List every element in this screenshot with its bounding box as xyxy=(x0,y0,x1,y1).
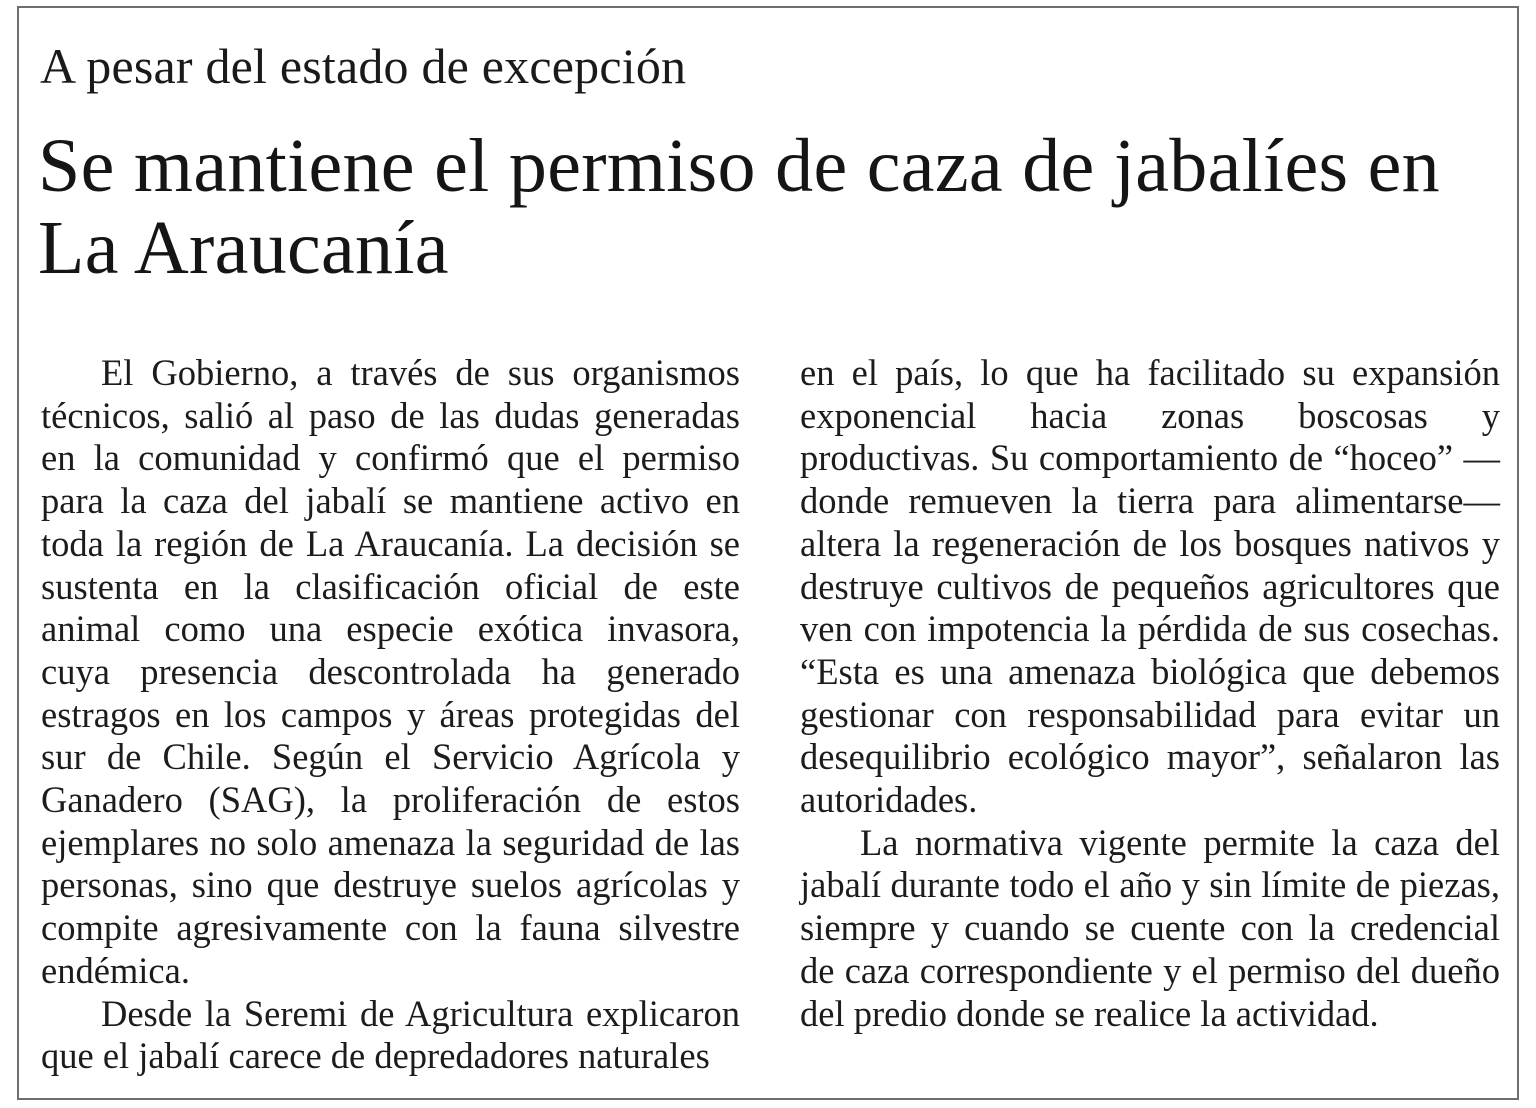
article-paragraph-continued: en el país, lo que ha facilitado su expansión exponencial hacia zonas boscosas y productivas. Su comportamiento de “hoceo” —donde remueven la tierra para alimentarse— altera la regeneración de los bosques nativos y destruye cultivos de pequeños agricultores que ven con impotencia la pérdida de sus cosechas. “Esta es una amenaza biológica que debemos gestionar con responsabilidad para evitar un desequilibrio ecológico mayor”, señalaron las autoridades. xyxy=(800,352,1500,821)
article-headline: Se mantiene el permiso de caza de jabalíes en La Araucanía xyxy=(38,124,1440,290)
article-column-left xyxy=(41,352,740,1078)
article-column-right xyxy=(800,352,1500,1035)
article-kicker: A pesar del estado de excepción xyxy=(40,38,687,94)
article-paragraph: El Gobierno, a través de sus organismos técnicos, salió al paso de las dudas generadas en la comunidad y confirmó que el permiso para la caza del jabalí se mantiene activo en toda la región de La Araucanía. La decisión se sustenta en la clasificación oficial de este animal como una especie exótica invasora, cuya presencia descontrolada ha generado estragos en los campos y áreas protegidas del sur de Chile. Según el Servicio Agrícola y Ganadero (SAG), la proliferación de estos ejemplares no solo amenaza la seguridad de las personas, sino que destruye suelos agrícolas y compite agresivamente con la fauna silvestre endémica. xyxy=(41,352,740,991)
article-paragraph: La normativa vigente permite la caza del jabalí durante todo el año y sin límite de piezas, siempre y cuando se cuente con la credencial de caza correspondiente y el permiso del dueño del predio donde se realice la actividad. xyxy=(800,821,1500,1034)
article-paragraph: Desde la Seremi de Agricultura explicaron que el jabalí carece de depredadores naturales xyxy=(41,992,740,1077)
